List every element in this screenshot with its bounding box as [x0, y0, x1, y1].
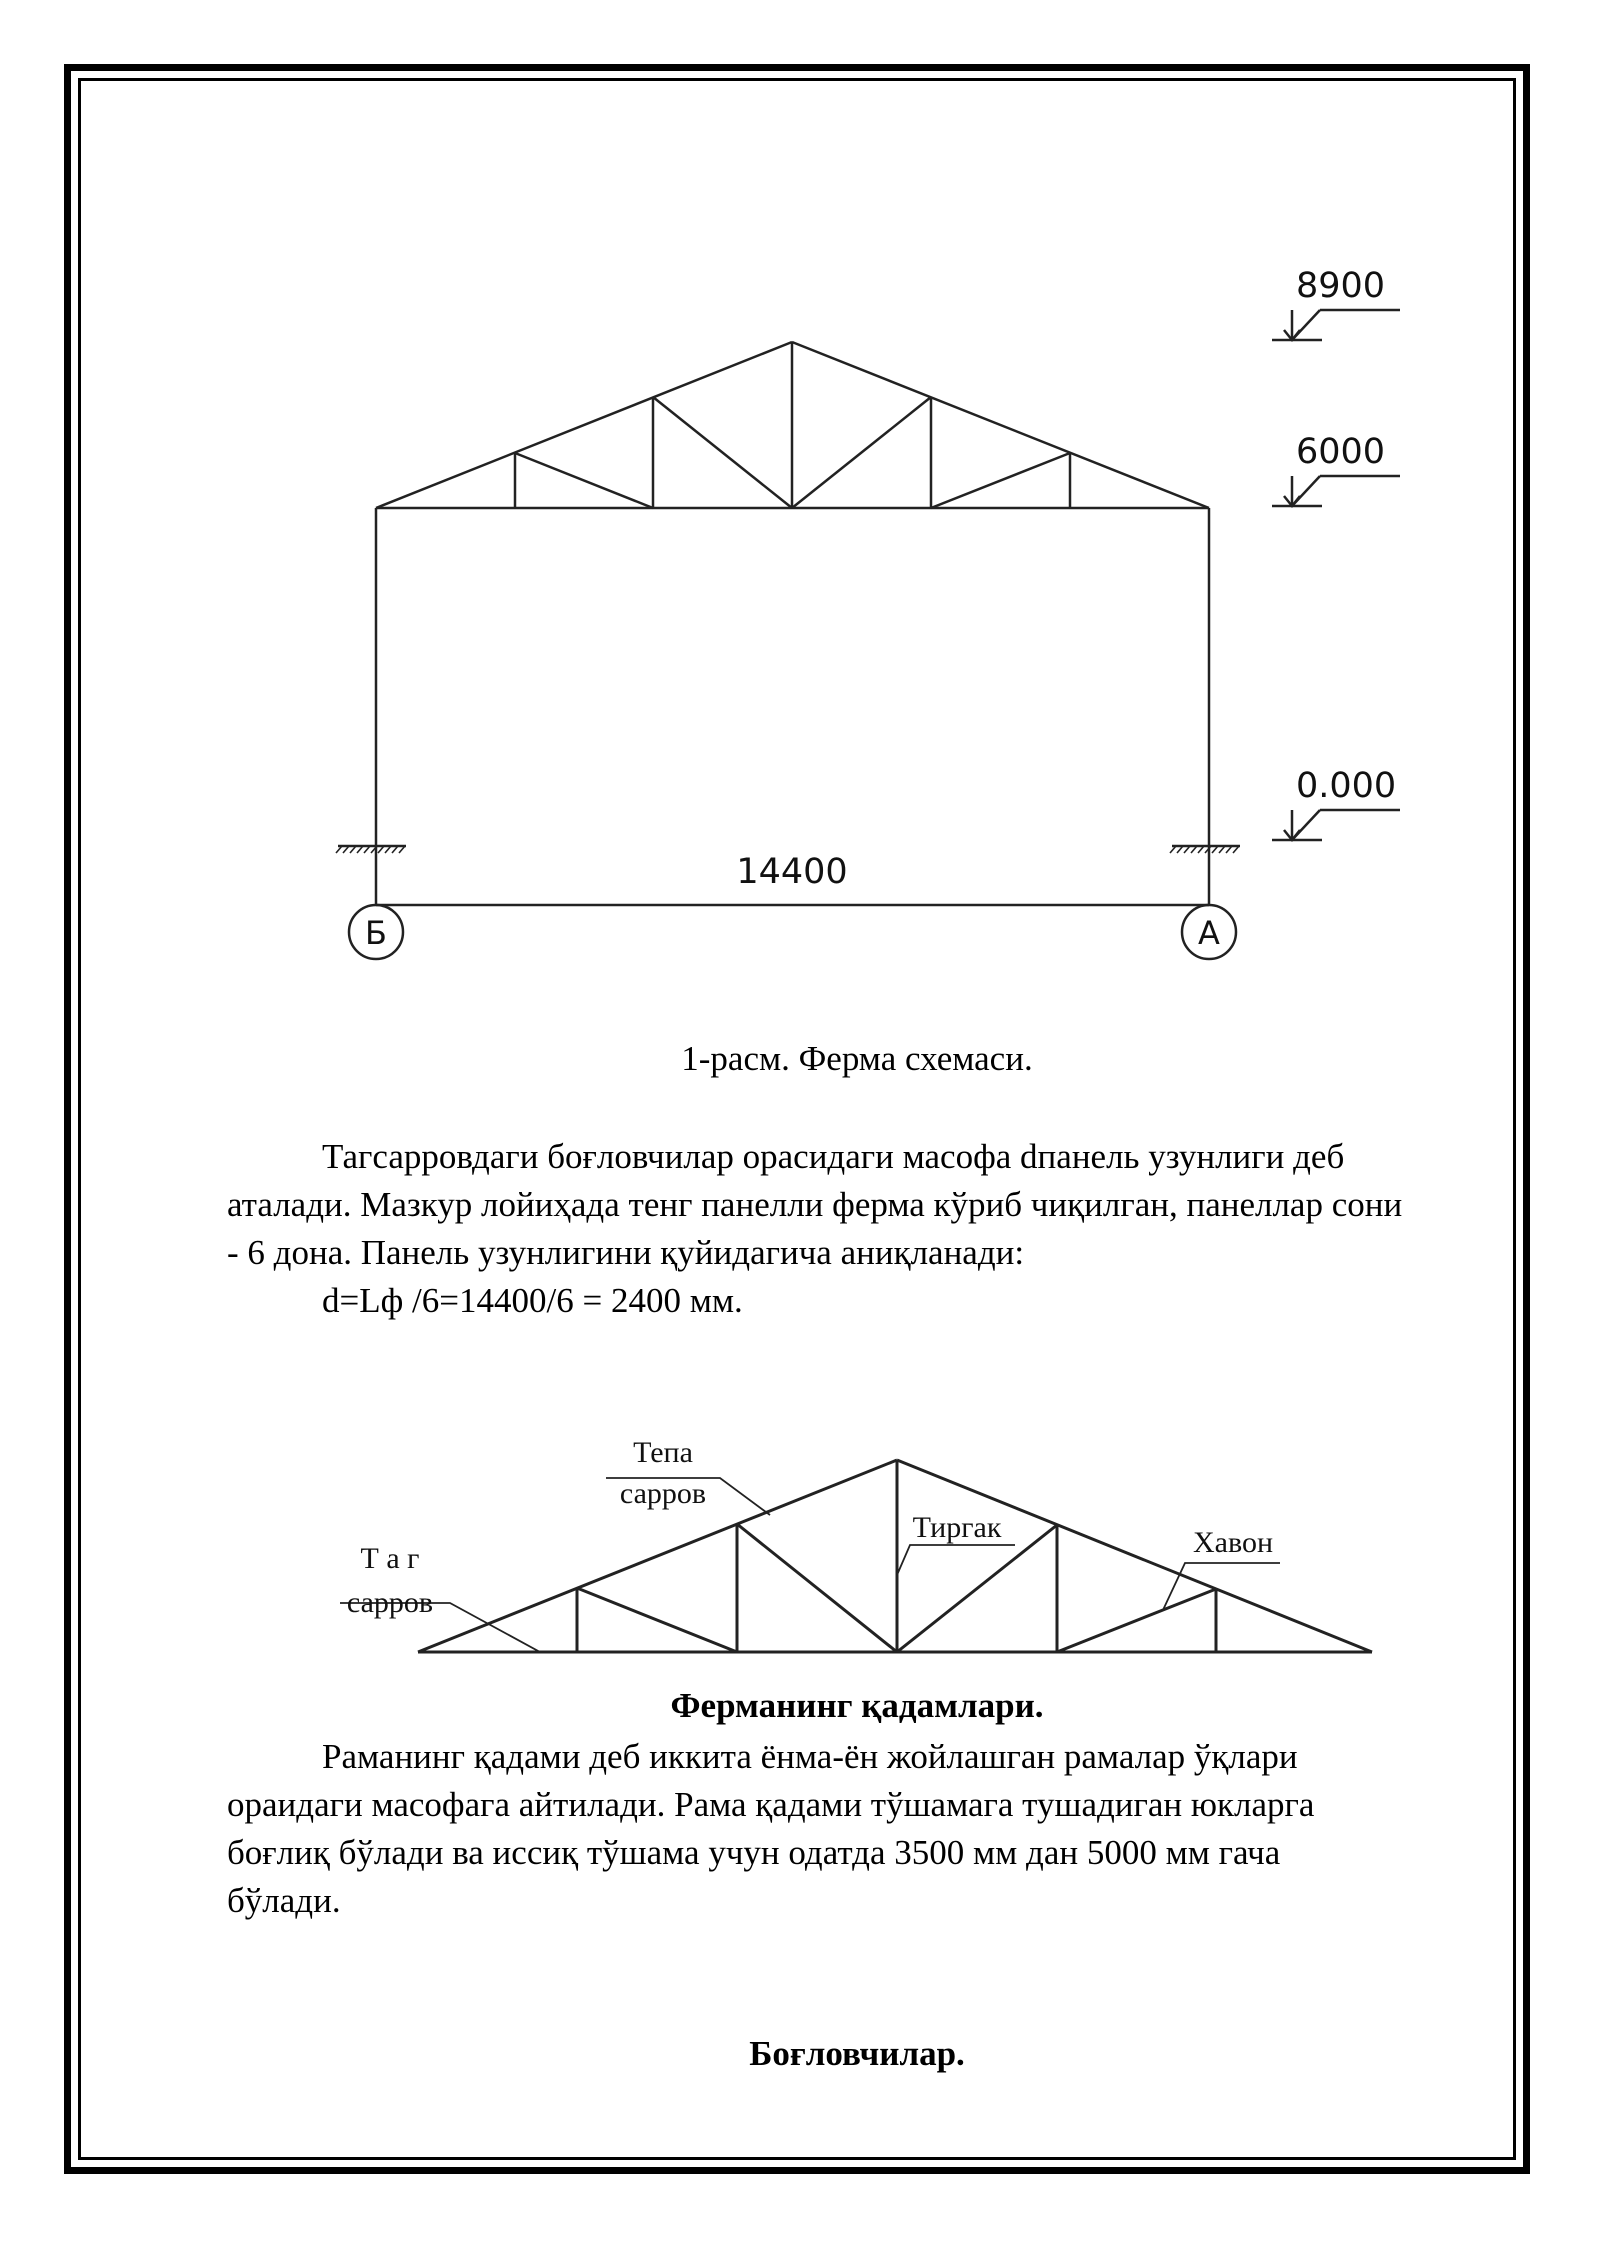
label-brace: Хавон [1193, 1526, 1273, 1559]
panel-length-formula: d=Lф /6=14400/6 = 2400 мм. [322, 1281, 743, 1320]
section-heading: Боғловчилар. [749, 2034, 965, 2073]
label-top-chord-2: сарров [619, 1477, 707, 1510]
figure-1-caption: 1-расм. Ферма схемаси. [681, 1039, 1033, 1078]
top-chord-right [897, 1460, 1372, 1652]
truss-top-chord-left [376, 342, 792, 508]
paragraph-line [227, 1733, 1487, 1781]
diagonal [1057, 1589, 1216, 1652]
paragraph-text: Раманинг қадами деб иккита ёнма-ён жойлашган рамалар ўқлари [322, 1737, 1298, 1776]
truss-diagonal [515, 453, 653, 508]
paragraph-line: бўлади. [227, 1881, 341, 1920]
truss-diagonal [792, 397, 931, 508]
level-label-0000: 0.000 [1296, 766, 1397, 806]
diagonal [577, 1588, 737, 1652]
truss-top-chord-right [792, 342, 1209, 508]
paragraph-line [227, 1133, 1487, 1181]
paragraph-line: боғлиқ бўлади ва иссиқ тўшама учун одатда 3500 мм дан 5000 мм гача [227, 1833, 1281, 1872]
frame-truss-diagram [338, 310, 1400, 959]
truss-diagonal [931, 453, 1070, 508]
label-top-chord-1: Тепа [633, 1436, 693, 1469]
level-marker-0000 [1272, 810, 1400, 840]
level-marker-8900 [1272, 310, 1400, 340]
level-label-8900: 8900 [1296, 266, 1386, 306]
axis-label-right: А [1198, 914, 1220, 952]
paragraph-line: ораидаги масофага айтилади. Рама қадами тўшамага тушадиган юкларга [227, 1785, 1315, 1824]
label-post: Тиргак [912, 1511, 1002, 1544]
diagonal [737, 1524, 897, 1652]
truss-diagonal [653, 397, 792, 508]
span-label: 14400 [736, 852, 848, 892]
diagonal [897, 1525, 1057, 1652]
level-marker-6000 [1272, 476, 1400, 506]
label-bottom-chord-2: сарров [346, 1586, 434, 1619]
label-bottom-chord-1: Т а г [360, 1542, 420, 1575]
paragraph-line: - 6 дона. Панель узунлигини қуйидагича аниқланади: [227, 1233, 1025, 1272]
paragraph-line: аталади. Мазкур лойиҳада тенг панелли ферма кўриб чиқилган, панеллар сони [227, 1185, 1403, 1224]
figure-2-caption: Ферманинг қадамлари. [670, 1686, 1044, 1725]
axis-label-left: Б [365, 914, 387, 952]
paragraph-text: Тагсарровдаги боғловчилар орасидаги масофа dпанель узунлиги деб [322, 1137, 1345, 1176]
level-label-6000: 6000 [1296, 432, 1386, 472]
